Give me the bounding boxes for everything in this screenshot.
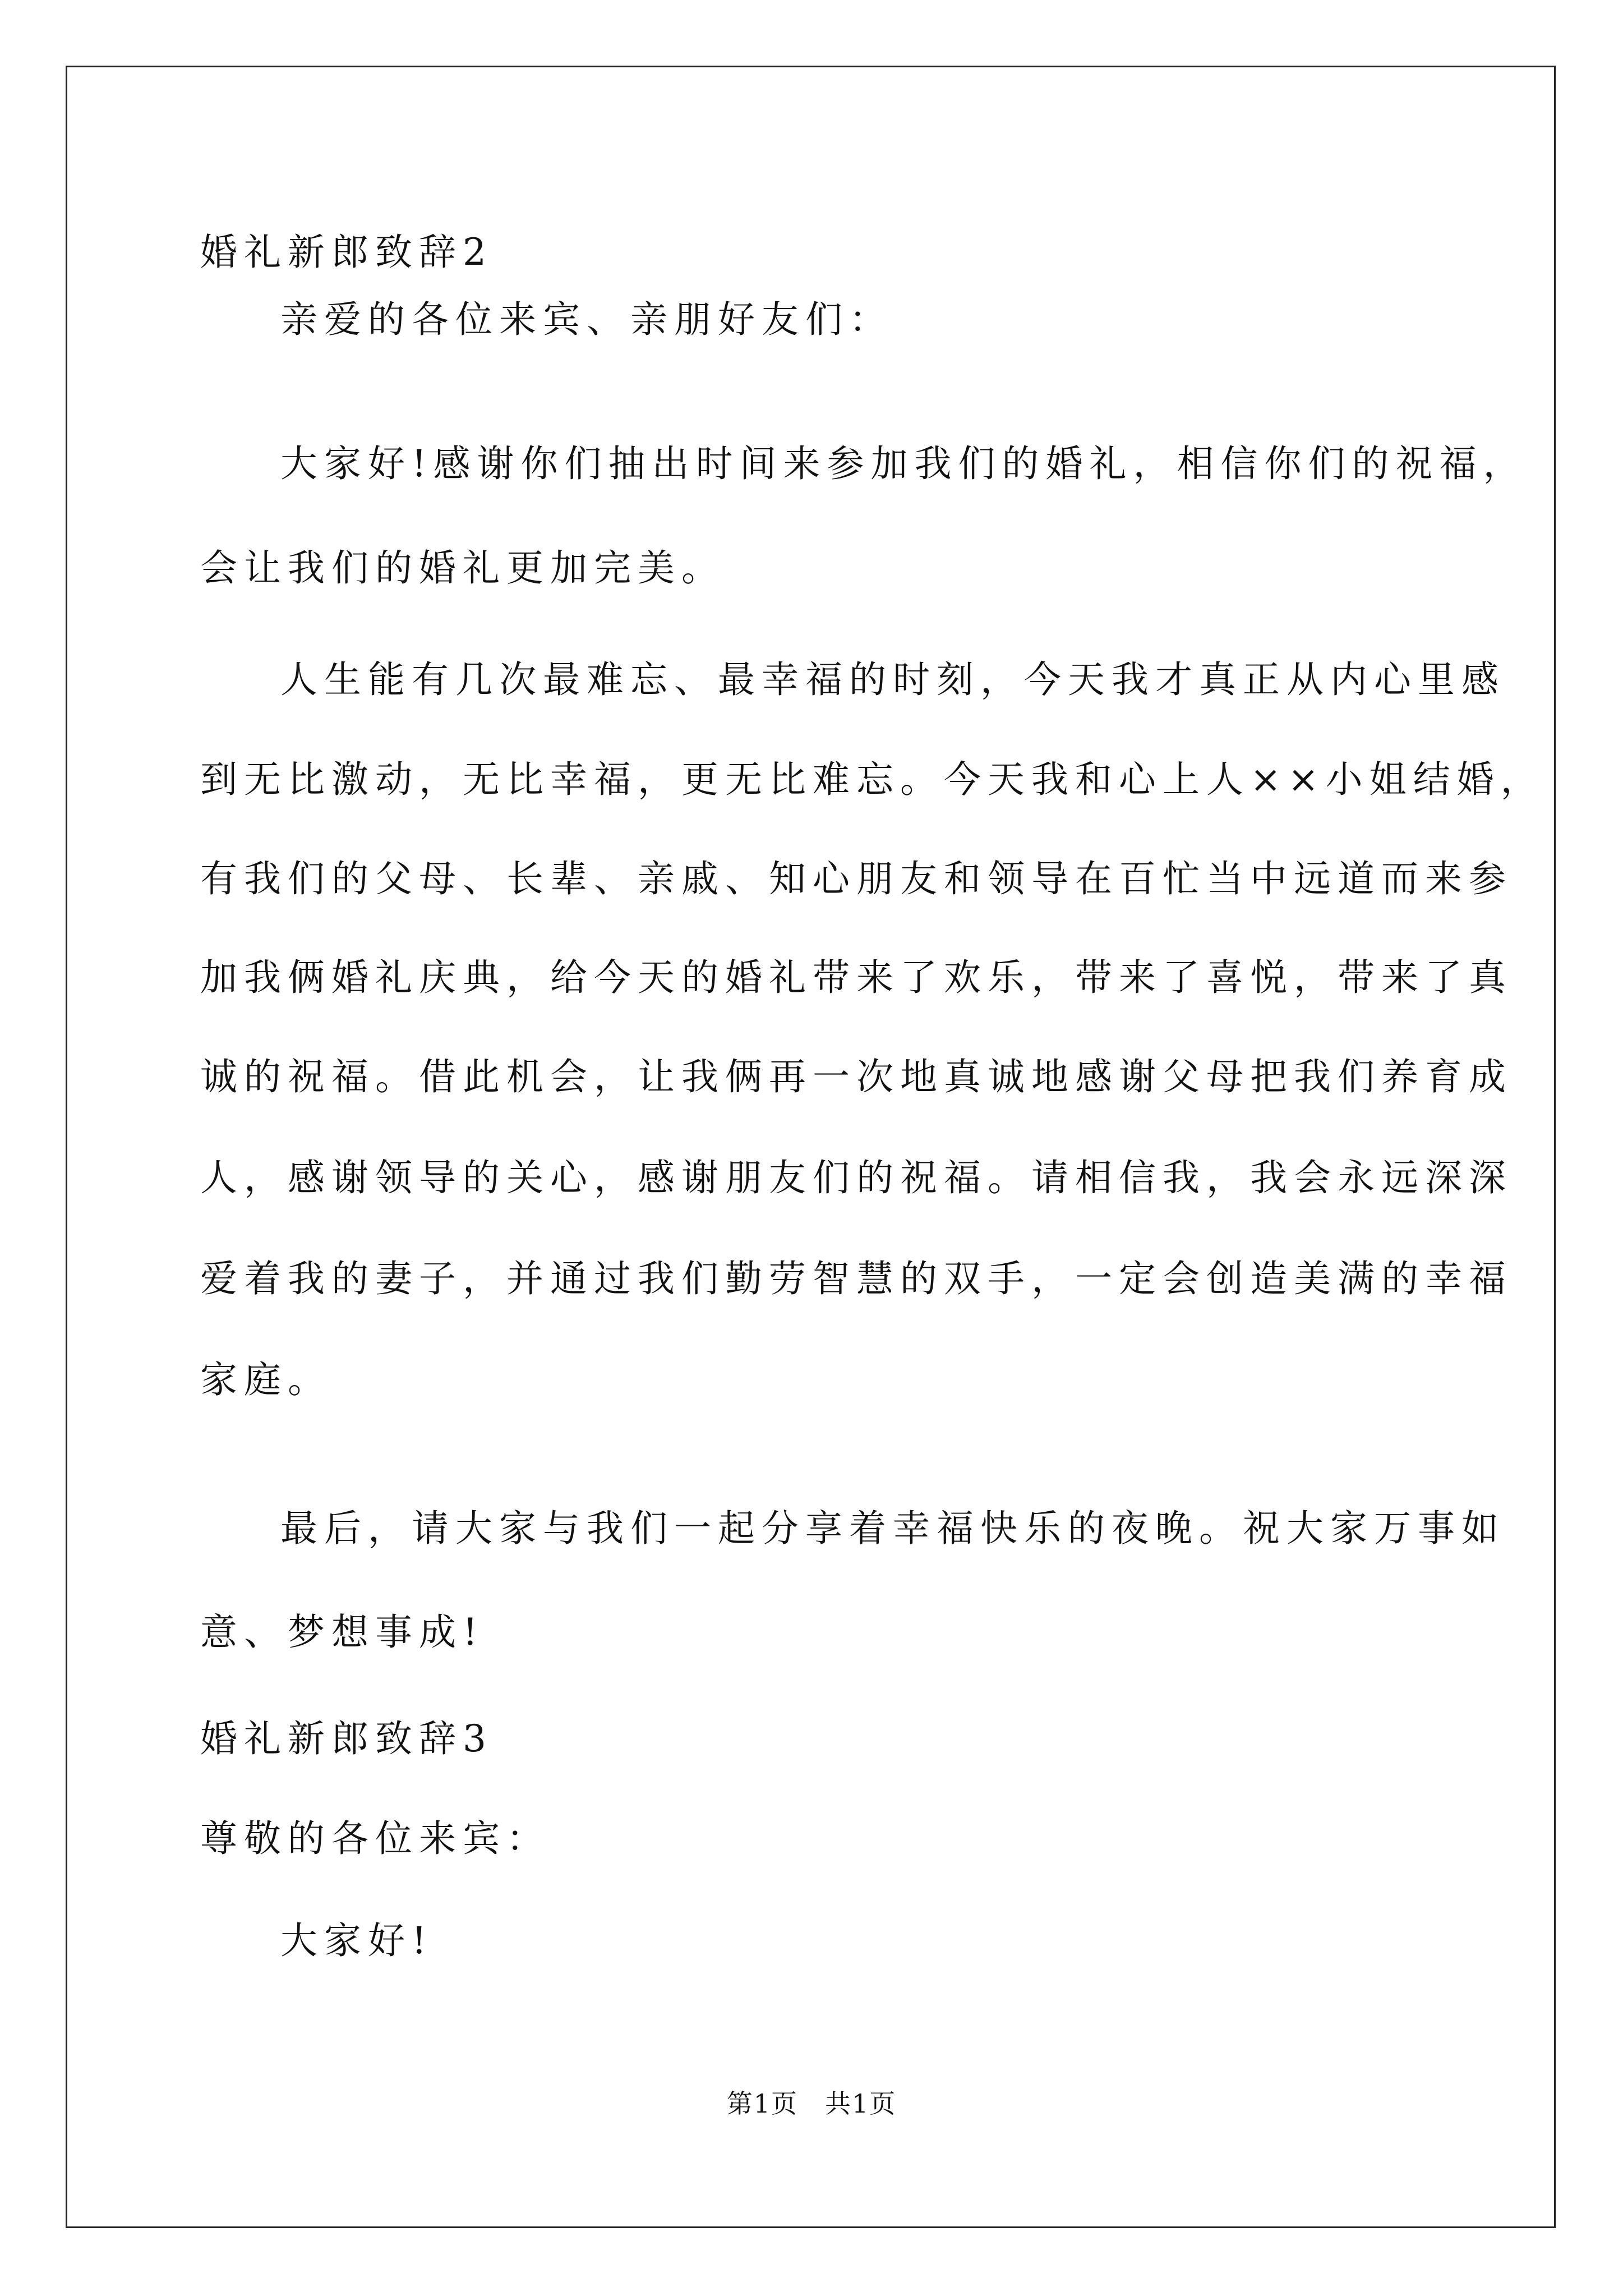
paragraph-salutation: 尊敬的各位来宾： (200, 1817, 550, 1860)
paragraph-line: 人，感谢领导的关心，感谢朋友们的祝福。请相信我，我会永远深深 (200, 1156, 1513, 1199)
paragraph-line: 加我俩婚礼庆典，给今天的婚礼带来了欢乐，带来了喜悦，带来了真 (200, 956, 1513, 999)
page-footer: 第1页 共1页 (726, 2088, 897, 2119)
section-heading-2: 婚礼新郎致辞2 (200, 231, 493, 274)
paragraph-line: 人生能有几次最难忘、最幸福的时刻，今天我才真正从内心里感 (280, 658, 1505, 701)
paragraph-line: 最后，请大家与我们一起分享着幸福快乐的夜晚。祝大家万事如 (280, 1507, 1505, 1550)
paragraph-line: 大家好!感谢你们抽出时间来参加我们的婚礼，相信你们的祝福， (280, 442, 1527, 485)
paragraph-line: 到无比激动，无比幸福，更无比难忘。今天我和心上人××小姐结婚， (200, 758, 1544, 801)
paragraph-line: 爱着我的妻子，并通过我们勤劳智慧的双手，一定会创造美满的幸福 (200, 1257, 1513, 1300)
paragraph-line: 有我们的父母、长辈、亲戚、知心朋友和领导在百忙当中远道而来参 (200, 857, 1513, 900)
section-heading-3: 婚礼新郎致辞3 (200, 1717, 493, 1760)
paragraph-line: 意、梦想事成! (200, 1611, 485, 1654)
paragraph-greeting: 亲爱的各位来宾、亲朋好友们： (280, 298, 893, 341)
page-border (66, 66, 1556, 2228)
paragraph-line: 会让我们的婚礼更加完美。 (200, 546, 725, 590)
paragraph-line: 诚的祝福。借此机会，让我俩再一次地真诚地感谢父母把我们养育成 (200, 1055, 1513, 1098)
paragraph-line: 家庭。 (200, 1358, 331, 1401)
paragraph-greeting: 大家好! (280, 1919, 434, 1962)
